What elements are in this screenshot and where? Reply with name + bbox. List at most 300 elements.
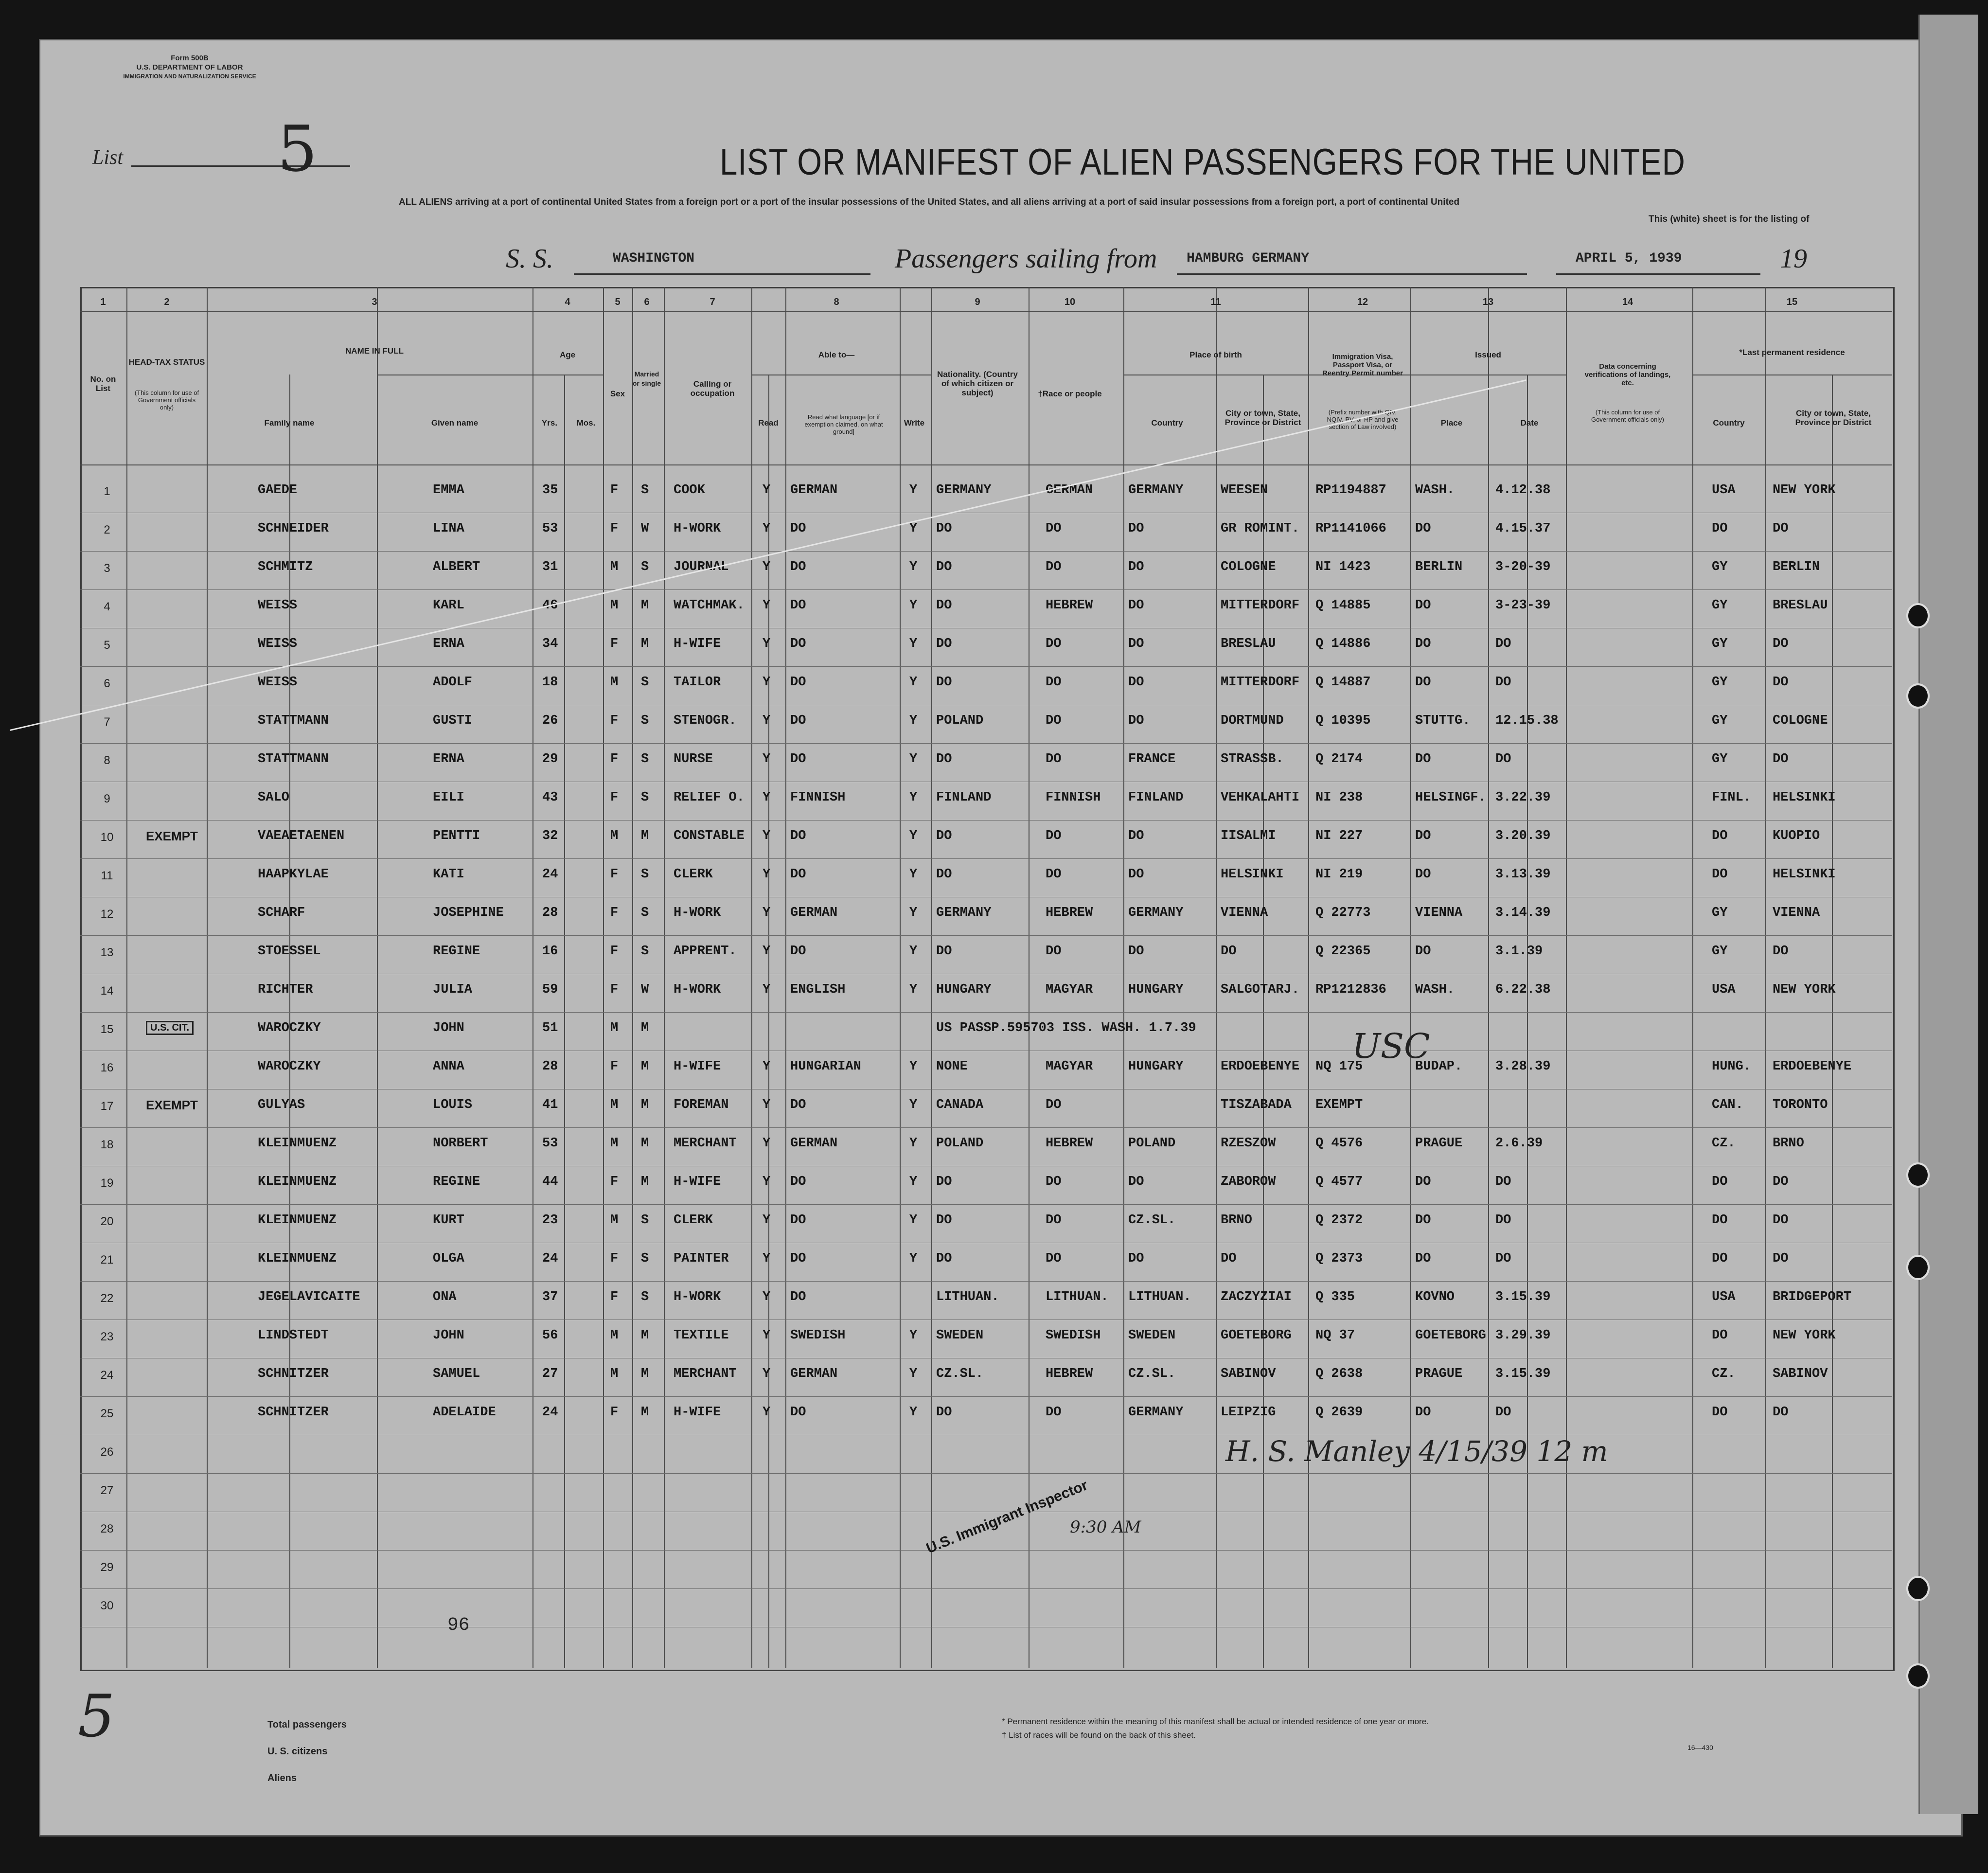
footnote-residence: * Permanent residence within the meaning of this manifest shall be actual or intended residence of one year or more. [1002, 1717, 1429, 1726]
column-divider [1765, 287, 1766, 1668]
residence-city: BRIDGEPORT [1773, 1290, 1852, 1304]
can-write: Y [909, 1251, 918, 1266]
marital-status: S [641, 790, 649, 805]
birth-country: LITHUAN. [1128, 1290, 1191, 1304]
marital-status: W [641, 982, 649, 997]
marital-status: M [641, 1021, 649, 1035]
birth-country: HUNGARY [1128, 982, 1184, 997]
issued-place: DO [1415, 637, 1431, 651]
issued-place: BUDAP. [1415, 1059, 1463, 1074]
nationality: DO [936, 1405, 952, 1420]
residence-city: VIENNA [1773, 906, 1820, 920]
sex: M [610, 675, 619, 690]
birth-country: DO [1128, 637, 1144, 651]
column-number: 11 [1210, 297, 1221, 307]
column-divider [751, 287, 752, 1668]
row-number: 28 [100, 1522, 114, 1535]
hdr-head-tax: HEAD-TAX STATUS [128, 357, 205, 367]
visa-number: NQ 175 [1315, 1059, 1363, 1074]
age-years: 24 [542, 1405, 558, 1420]
age-years: 53 [542, 1136, 558, 1151]
occupation: H-WORK [674, 1290, 721, 1304]
visa-number: Q 2174 [1315, 752, 1363, 767]
occupation: PAINTER [674, 1251, 729, 1266]
age-years: 44 [542, 1175, 558, 1189]
sex: F [610, 483, 619, 498]
family-name: KLEINMUENZ [258, 1251, 337, 1266]
residence-country: GY [1712, 560, 1728, 574]
issued-date: DO [1495, 1405, 1511, 1420]
hdr-issued: Issued [1475, 350, 1501, 359]
column-divider [632, 287, 633, 1668]
given-name: JOHN [433, 1328, 464, 1343]
can-read: Y [763, 982, 771, 997]
nationality: DO [936, 1251, 952, 1266]
residence-country: USA [1712, 1290, 1736, 1304]
sex: F [610, 714, 619, 728]
age-years: 43 [542, 790, 558, 805]
hdr-visa: Immigration Visa, Passport Visa, or Reentry Permit number [1322, 353, 1403, 377]
age-years: 41 [542, 1098, 558, 1112]
column-divider [931, 287, 932, 1668]
occupation: FOREMAN [674, 1098, 729, 1112]
family-name: KLEINMUENZ [258, 1136, 337, 1151]
given-name: PENTTI [433, 829, 480, 843]
row-number: 30 [100, 1599, 114, 1612]
issued-place: DO [1415, 598, 1431, 613]
race: HEBREW [1046, 598, 1093, 613]
marital-status: S [641, 906, 649, 920]
row-rule [80, 1204, 1892, 1205]
occupation: H-WORK [674, 906, 721, 920]
issued-date: 2.6.39 [1495, 1136, 1543, 1151]
list-number: 5 [277, 112, 318, 186]
issued-date: 12.15.38 [1495, 714, 1559, 728]
hdr-visa-note: (Prefix number with QIV, NQIV, PV, or RP and give section of Law involved) [1327, 409, 1399, 430]
row-number: 15 [100, 1023, 114, 1036]
race: DO [1046, 714, 1062, 728]
department-name: U.S. DEPARTMENT OF LABOR [136, 63, 243, 71]
row-number: 8 [104, 754, 110, 767]
marital-status: W [641, 521, 649, 536]
age-years: 18 [542, 675, 558, 690]
nationality: US PASSP.595703 ISS. WASH. 1.7.39 [936, 1021, 1196, 1035]
departure-port: HAMBURG GERMANY [1187, 251, 1310, 266]
birth-country: DO [1128, 1251, 1144, 1266]
family-name: SCHNITZER [258, 1405, 329, 1420]
family-name: LINDSTEDT [258, 1328, 329, 1343]
visa-number: Q 4577 [1315, 1175, 1363, 1189]
nationality: DO [936, 637, 952, 651]
can-write: Y [909, 1098, 918, 1112]
residence-city: TORONTO [1773, 1098, 1828, 1112]
given-name: ADELAIDE [433, 1405, 496, 1420]
row-number: 10 [100, 831, 114, 844]
visa-number: NI 227 [1315, 829, 1363, 843]
sex: F [610, 867, 619, 882]
visa-number: EXEMPT [1315, 1098, 1363, 1112]
sex: F [610, 1251, 619, 1266]
column-number: 13 [1482, 297, 1494, 307]
residence-city: SABINOV [1773, 1367, 1828, 1381]
issued-date: 4.12.38 [1495, 483, 1551, 498]
sex: F [610, 906, 619, 920]
row-number: 22 [100, 1292, 114, 1305]
family-name: GULYAS [258, 1098, 305, 1112]
form-code: 16—430 [1687, 1744, 1713, 1751]
hdr-birth-city: City or town, State, Province or District [1225, 409, 1301, 427]
nationality: DO [936, 829, 952, 843]
residence-city: HELSINKI [1773, 867, 1836, 882]
family-name: WAROCZKY [258, 1021, 321, 1035]
column-number: 4 [565, 297, 570, 307]
residence-country: GY [1712, 944, 1728, 959]
read-language: DO [790, 521, 806, 536]
column-number: 3 [372, 297, 377, 307]
birth-city: IISALMI [1221, 829, 1276, 843]
residence-country: GY [1712, 675, 1728, 690]
hdr-write: Write [904, 418, 925, 428]
nationality: CZ.SL. [936, 1367, 984, 1381]
row-rule [80, 551, 1892, 552]
birth-country: DO [1128, 1175, 1144, 1189]
race: DO [1046, 752, 1062, 767]
marital-status: S [641, 1213, 649, 1228]
read-language: DO [790, 829, 806, 843]
row-number: 18 [100, 1138, 114, 1151]
can-write: Y [909, 598, 918, 613]
visa-number: Q 14887 [1315, 675, 1371, 690]
column-divider [377, 287, 378, 1668]
race: DO [1046, 829, 1062, 843]
hdr-race: †Race or people [1038, 389, 1102, 398]
ship-name: WASHINGTON [613, 251, 695, 266]
birth-city: SALGOTARJ. [1221, 982, 1300, 997]
hdr-res-city: City or town, State, Province or District [1795, 409, 1872, 427]
nationality: DO [936, 598, 952, 613]
birth-city: DO [1221, 944, 1237, 959]
visa-number: Q 10395 [1315, 714, 1371, 728]
family-name: RICHTER [258, 982, 313, 997]
date-line [1556, 273, 1760, 275]
issued-date: 3.13.39 [1495, 867, 1551, 882]
race: HEBREW [1046, 1136, 1093, 1151]
sex: M [610, 598, 619, 613]
age-years: 29 [542, 752, 558, 767]
birth-country: CZ.SL. [1128, 1367, 1176, 1381]
family-name: SCHNITZER [258, 1367, 329, 1381]
occupation: H-WIFE [674, 1059, 721, 1074]
column-number: 12 [1357, 297, 1368, 307]
visa-number: RP1194887 [1315, 483, 1386, 498]
row-number: 7 [104, 715, 110, 729]
residence-city: DO [1773, 1213, 1789, 1228]
hdr-last-residence: *Last permanent residence [1739, 348, 1845, 357]
given-name: LOUIS [433, 1098, 473, 1112]
residence-country: GY [1712, 598, 1728, 613]
sex: F [610, 1290, 619, 1304]
can-read: Y [763, 1290, 771, 1304]
visa-number: Q 2639 [1315, 1405, 1363, 1420]
read-language: DO [790, 1290, 806, 1304]
residence-country: USA [1712, 982, 1736, 997]
can-read: Y [763, 483, 771, 498]
birth-country: HUNGARY [1128, 1059, 1184, 1074]
residence-city: KUOPIO [1773, 829, 1820, 843]
family-name: KLEINMUENZ [258, 1175, 337, 1189]
residence-country: CZ. [1712, 1367, 1736, 1381]
age-years: 53 [542, 521, 558, 536]
issued-date: 3-20-39 [1495, 560, 1551, 574]
row-number: 9 [104, 792, 110, 805]
birth-city: RZESZOW [1221, 1136, 1276, 1151]
read-language: GERMAN [790, 906, 838, 920]
given-name: ADOLF [433, 675, 473, 690]
column-divider [207, 287, 208, 1668]
occupation: CLERK [674, 1213, 713, 1228]
read-language: GERMAN [790, 1367, 838, 1381]
sex: M [610, 1328, 619, 1343]
row-number: 16 [100, 1061, 114, 1074]
visa-number: Q 2373 [1315, 1251, 1363, 1266]
sailing-date: APRIL 5, 1939 [1576, 251, 1682, 266]
row-number: 11 [101, 869, 113, 882]
age-years: 51 [542, 1021, 558, 1035]
read-language: SWEDISH [790, 1328, 846, 1343]
can-write: Y [909, 560, 918, 574]
can-read: Y [763, 1328, 771, 1343]
age-years: 32 [542, 829, 558, 843]
can-read: Y [763, 1405, 771, 1420]
aliens-label: Aliens [267, 1773, 297, 1784]
hdr-data-verification: Data concerning verifications of landings, etc. [1584, 362, 1671, 387]
residence-city: ERDOEBENYE [1773, 1059, 1852, 1074]
marital-status: S [641, 944, 649, 959]
birth-city: ZABOROW [1221, 1175, 1276, 1189]
read-language: DO [790, 560, 806, 574]
issued-date: 3.20.39 [1495, 829, 1551, 843]
inspector-time: 9:30 AM [1070, 1517, 1141, 1537]
issued-date: 6.22.38 [1495, 982, 1551, 997]
column-divider [532, 287, 533, 1668]
marital-status: M [641, 1098, 649, 1112]
race: MAGYAR [1046, 982, 1093, 997]
visa-number: Q 335 [1315, 1290, 1355, 1304]
can-read: Y [763, 714, 771, 728]
issued-place: PRAGUE [1415, 1136, 1463, 1151]
hdr-read: Read [758, 418, 779, 428]
issued-place: WASH. [1415, 483, 1455, 498]
birth-country: GERMANY [1128, 483, 1184, 498]
visa-number: NI 238 [1315, 790, 1363, 805]
can-read: Y [763, 1098, 771, 1112]
residence-country: USA [1712, 483, 1736, 498]
age-years: 59 [542, 982, 558, 997]
race: DO [1046, 1251, 1062, 1266]
age-years: 24 [542, 1251, 558, 1266]
can-write: Y [909, 944, 918, 959]
residence-country: DO [1712, 1175, 1728, 1189]
issued-place: GOETEBORG [1415, 1328, 1486, 1343]
given-name: KATI [433, 867, 464, 882]
column-number: 1 [100, 297, 106, 307]
row-number: 12 [100, 908, 114, 921]
age-split-divider [564, 375, 565, 1668]
given-name: ERNA [433, 752, 464, 767]
age-years: 23 [542, 1213, 558, 1228]
row-rule [80, 1588, 1892, 1589]
birth-country: DO [1128, 829, 1144, 843]
birth-city: TISZABADA [1221, 1098, 1292, 1112]
row-number: 27 [100, 1484, 114, 1497]
issued-place: DO [1415, 675, 1431, 690]
birth-city: LEIPZIG [1221, 1405, 1276, 1420]
birth-country: DO [1128, 560, 1144, 574]
issued-date: DO [1495, 1251, 1511, 1266]
signature-date: H. S. Manley 4/15/39 12 m [1225, 1435, 1608, 1468]
race: HEBREW [1046, 906, 1093, 920]
sex: F [610, 521, 619, 536]
family-name: HAAPKYLAE [258, 867, 329, 882]
can-write: Y [909, 1328, 918, 1343]
issued-place: DO [1415, 1405, 1431, 1420]
residence-city: DO [1773, 1405, 1789, 1420]
given-name: ONA [433, 1290, 457, 1304]
can-read: Y [763, 906, 771, 920]
visa-number: RP1141066 [1315, 521, 1386, 536]
sex: M [610, 1367, 619, 1381]
given-name: EMMA [433, 483, 464, 498]
sex: F [610, 944, 619, 959]
residence-country: DO [1712, 521, 1728, 536]
age-years: 28 [542, 906, 558, 920]
given-name: JOHN [433, 1021, 464, 1035]
issued-place: DO [1415, 829, 1431, 843]
can-write: Y [909, 906, 918, 920]
read-language: DO [790, 944, 806, 959]
birth-country: GERMANY [1128, 906, 1184, 920]
row-rule [80, 1012, 1892, 1013]
can-write: Y [909, 790, 918, 805]
nationality: SWEDEN [936, 1328, 984, 1343]
hdr-res-country: Country [1713, 418, 1745, 428]
residence-city: NEW YORK [1773, 483, 1836, 498]
hdr-family-name: Family name [264, 418, 315, 428]
nationality: HUNGARY [936, 982, 992, 997]
read-language: DO [790, 1175, 806, 1189]
birth-city: VEHKALAHTI [1221, 790, 1300, 805]
hdr-calling: Calling or occupation [690, 379, 735, 398]
row-number: 4 [104, 600, 110, 613]
birth-country: DO [1128, 944, 1144, 959]
nationality: CANADA [936, 1098, 984, 1112]
marital-status: S [641, 867, 649, 882]
hdr-birth-country: Country [1151, 418, 1183, 428]
hdr-head-tax-note: (This column for use of Government officials only) [134, 389, 199, 411]
read-language: DO [790, 1405, 806, 1420]
visa-number: Q 14885 [1315, 598, 1371, 613]
page-subtitle: ALL ALIENS arriving at a port of continental United States from a foreign port or a port of the insular possessions of the United States, and all aliens arriving at a port of said insular possessions from a foreign port, a port of continental United [399, 197, 1460, 207]
visa-number: Q 22773 [1315, 906, 1371, 920]
given-name: JOSEPHINE [433, 906, 504, 920]
marital-status: S [641, 675, 649, 690]
birth-city: MITTERDORF [1221, 675, 1300, 690]
column-number: 7 [710, 297, 715, 307]
issued-place: WASH. [1415, 982, 1455, 997]
nationality: DO [936, 560, 952, 574]
column-number: 14 [1622, 297, 1633, 307]
occupation: WATCHMAK. [674, 598, 745, 613]
sex: F [610, 1405, 619, 1420]
hdr-sex: Sex [610, 389, 625, 398]
given-name: JULIA [433, 982, 473, 997]
nationality: DO [936, 521, 952, 536]
marital-status: M [641, 1175, 649, 1189]
age-years: 16 [542, 944, 558, 959]
can-read: Y [763, 1213, 771, 1228]
can-write: Y [909, 982, 918, 997]
can-read: Y [763, 1175, 771, 1189]
visa-number: NI 219 [1315, 867, 1363, 882]
sex: F [610, 1059, 619, 1074]
marital-status: M [641, 1405, 649, 1420]
birth-city: GR ROMINT. [1221, 521, 1300, 536]
hdr-place-of-birth: Place of birth [1189, 350, 1242, 359]
row-number: 17 [100, 1100, 114, 1113]
residence-country: GY [1712, 714, 1728, 728]
nationality: GERMANY [936, 906, 992, 920]
read-language: ENGLISH [790, 982, 846, 997]
can-write: Y [909, 675, 918, 690]
residence-city: HELSINKI [1773, 790, 1836, 805]
birth-city: SABINOV [1221, 1367, 1276, 1381]
race: HEBREW [1046, 1367, 1093, 1381]
birth-city: ERDOEBENYE [1221, 1059, 1300, 1074]
can-read: Y [763, 521, 771, 536]
row-rule [80, 820, 1892, 821]
column-divider [126, 287, 127, 1668]
residence-country: DO [1712, 829, 1728, 843]
residence-country: CAN. [1712, 1098, 1743, 1112]
age-years: 34 [542, 637, 558, 651]
issued-place: STUTTG. [1415, 714, 1471, 728]
can-read: Y [763, 1136, 771, 1151]
marital-status: M [641, 1367, 649, 1381]
issued-date: 3.14.39 [1495, 906, 1551, 920]
family-name: SALO [258, 790, 289, 805]
birth-country: DO [1128, 521, 1144, 536]
marital-status: M [641, 1328, 649, 1343]
race: DO [1046, 1098, 1062, 1112]
row-number: 14 [100, 984, 114, 998]
column-number: 2 [164, 297, 170, 307]
visa-number: NI 1423 [1315, 560, 1371, 574]
family-name: SCHMITZ [258, 560, 313, 574]
race: LITHUAN. [1046, 1290, 1109, 1304]
birth-country: GERMANY [1128, 1405, 1184, 1420]
sex: M [610, 560, 619, 574]
occupation: NURSE [674, 752, 713, 767]
list-label: List [92, 146, 124, 169]
row-rule [80, 1396, 1892, 1397]
nationality: POLAND [936, 714, 984, 728]
residence-country: DO [1712, 867, 1728, 882]
birth-city: HELSINKI [1221, 867, 1284, 882]
nationality: DO [936, 1175, 952, 1189]
residence-country: GY [1712, 752, 1728, 767]
issued-date: 3.28.39 [1495, 1059, 1551, 1074]
family-name: WEISS [258, 637, 298, 651]
